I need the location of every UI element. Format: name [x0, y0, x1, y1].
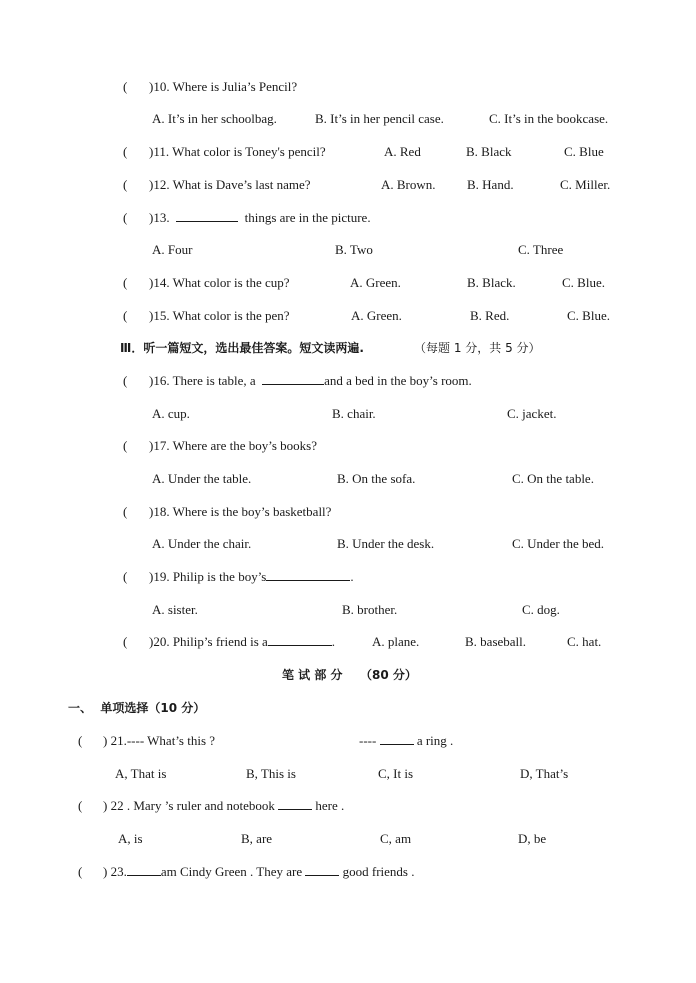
question-14-stem: )14. What color is the cup? — [149, 275, 290, 290]
answer-paren[interactable]: ( — [123, 634, 128, 649]
stem-post: . — [350, 569, 354, 584]
q17-option-b: B. On the sofa. — [337, 471, 416, 486]
section-3-heading: Ⅲ．听一篇短文，选出最佳答案。短文读两遍. — [120, 341, 364, 355]
answer-paren[interactable]: ( — [123, 177, 128, 192]
q18-option-b: B. Under the desk. — [337, 536, 435, 551]
stem-post: and a bed in the boy’s room. — [324, 373, 472, 388]
q10-option-c: C. It’s in the bookcase. — [489, 111, 609, 126]
q14-option-c: C. Blue. — [562, 275, 605, 290]
question-12-stem: )12. What is Dave’s last name? — [149, 177, 311, 192]
answer-paren[interactable]: ( — [123, 569, 128, 584]
question-19-stem — [149, 569, 354, 585]
question-21-stem: ) 21.---- What’s this ? — [103, 733, 216, 748]
answer-post: a ring . — [416, 733, 454, 748]
q12-option-c: C. Miller. — [560, 177, 611, 192]
answer-paren[interactable]: ( — [123, 308, 128, 323]
q10-option-b: B. It’s in her pencil case. — [315, 111, 444, 126]
fill-blank[interactable] — [380, 733, 414, 745]
question-20-stem — [149, 634, 335, 650]
q21-option-c: C, It is — [378, 766, 414, 781]
q14-option-b: B. Black. — [467, 275, 516, 290]
answer-paren[interactable]: ( — [78, 733, 83, 748]
section-3-note: （每题 1 分，共 5 分） — [414, 341, 541, 355]
q10-option-a: A. It’s in her schoolbag. — [152, 111, 277, 126]
q16-option-c: C. jacket. — [507, 406, 557, 421]
q18-option-c: C. Under the bed. — [512, 536, 605, 551]
question-13-stem — [149, 210, 371, 226]
question-15-stem: )15. What color is the pen? — [149, 308, 290, 323]
stem-pre: ) 22 . Mary ’s ruler and notebook — [103, 798, 275, 813]
q11-option-c: C. Blue — [564, 144, 604, 159]
q11-option-a: A. Red — [384, 144, 421, 159]
question-22-stem — [103, 798, 344, 814]
answer-paren[interactable]: ( — [123, 275, 128, 290]
question-17-stem: )17. Where are the boy’s books? — [149, 438, 317, 453]
q20-option-c: C. hat. — [567, 634, 602, 649]
q16-option-a: A. cup. — [152, 406, 190, 421]
q18-option-a: A. Under the chair. — [152, 536, 252, 551]
answer-paren[interactable]: ( — [123, 373, 128, 388]
q22-option-a: A, is — [118, 831, 143, 846]
fill-blank[interactable] — [262, 373, 324, 385]
fill-blank[interactable] — [278, 798, 312, 810]
q15-option-b: B. Red. — [470, 308, 510, 323]
q11-option-b: B. Black — [466, 144, 512, 159]
answer-paren[interactable]: ( — [78, 864, 83, 879]
q12-option-b: B. Hand. — [467, 177, 514, 192]
q15-option-c: C. Blue. — [567, 308, 610, 323]
question-23-stem — [103, 864, 414, 880]
q17-option-a: A. Under the table. — [152, 471, 252, 486]
answer-paren[interactable]: ( — [123, 438, 128, 453]
q13-option-c: C. Three — [518, 242, 564, 257]
fill-blank[interactable] — [305, 864, 339, 876]
q21-option-a: A, That is — [115, 766, 167, 781]
q20-option-b: B. baseball. — [465, 634, 527, 649]
stem-mid: am Cindy Green . They are — [160, 864, 303, 879]
question-16-stem — [149, 373, 472, 389]
stem-pre: )20. Philip’s friend is a — [149, 634, 268, 649]
question-11-stem: )11. What color is Toney's pencil? — [149, 144, 326, 159]
q19-option-b: B. brother. — [342, 602, 398, 617]
q14-option-a: A. Green. — [350, 275, 401, 290]
q12-option-a: A. Brown. — [381, 177, 436, 192]
stem-pre: ) 23. — [103, 864, 127, 879]
q16-option-b: B. chair. — [332, 406, 376, 421]
stem-post: . — [331, 634, 336, 649]
q21-option-d: D, That’s — [520, 766, 569, 781]
q15-option-a: A. Green. — [351, 308, 402, 323]
question-10-stem: )10. Where is Julia’s Pencil? — [149, 79, 298, 94]
answer-pre: ---- — [359, 733, 377, 748]
fill-blank[interactable] — [268, 634, 332, 646]
stem-pre: )13. — [149, 210, 170, 225]
q22-option-d: D, be — [518, 831, 547, 846]
answer-paren[interactable]: ( — [78, 798, 83, 813]
answer-paren[interactable]: ( — [123, 144, 128, 159]
stem-post: things are in the picture. — [244, 210, 371, 225]
question-21-answer — [359, 733, 453, 749]
q13-option-a: A. Four — [152, 242, 193, 257]
answer-paren[interactable]: ( — [123, 210, 128, 225]
question-18-stem: )18. Where is the boy’s basketball? — [149, 504, 332, 519]
fill-blank[interactable] — [127, 864, 161, 876]
q17-option-c: C. On the table. — [512, 471, 594, 486]
answer-paren[interactable]: ( — [123, 504, 128, 519]
stem-pre: )19. Philip is the boy’s — [149, 569, 267, 584]
q20-option-a: A. plane. — [372, 634, 420, 649]
part-1-heading: 一、 单项选择（10 分） — [68, 701, 206, 715]
written-section-score: （80 分） — [360, 668, 417, 682]
stem-post: good friends . — [342, 864, 415, 879]
q13-option-b: B. Two — [335, 242, 373, 257]
fill-blank[interactable] — [176, 210, 238, 222]
answer-paren[interactable]: ( — [123, 79, 128, 94]
q19-option-a: A. sister. — [152, 602, 198, 617]
stem-pre: )16. There is table, a — [149, 373, 256, 388]
q22-option-c: C, am — [380, 831, 412, 846]
fill-blank[interactable] — [266, 569, 350, 581]
q21-option-b: B, This is — [246, 766, 296, 781]
q19-option-c: C. dog. — [522, 602, 560, 617]
stem-post: here . — [315, 798, 345, 813]
written-section-title: 笔 试 部 分 — [282, 668, 343, 682]
q22-option-b: B, are — [241, 831, 273, 846]
